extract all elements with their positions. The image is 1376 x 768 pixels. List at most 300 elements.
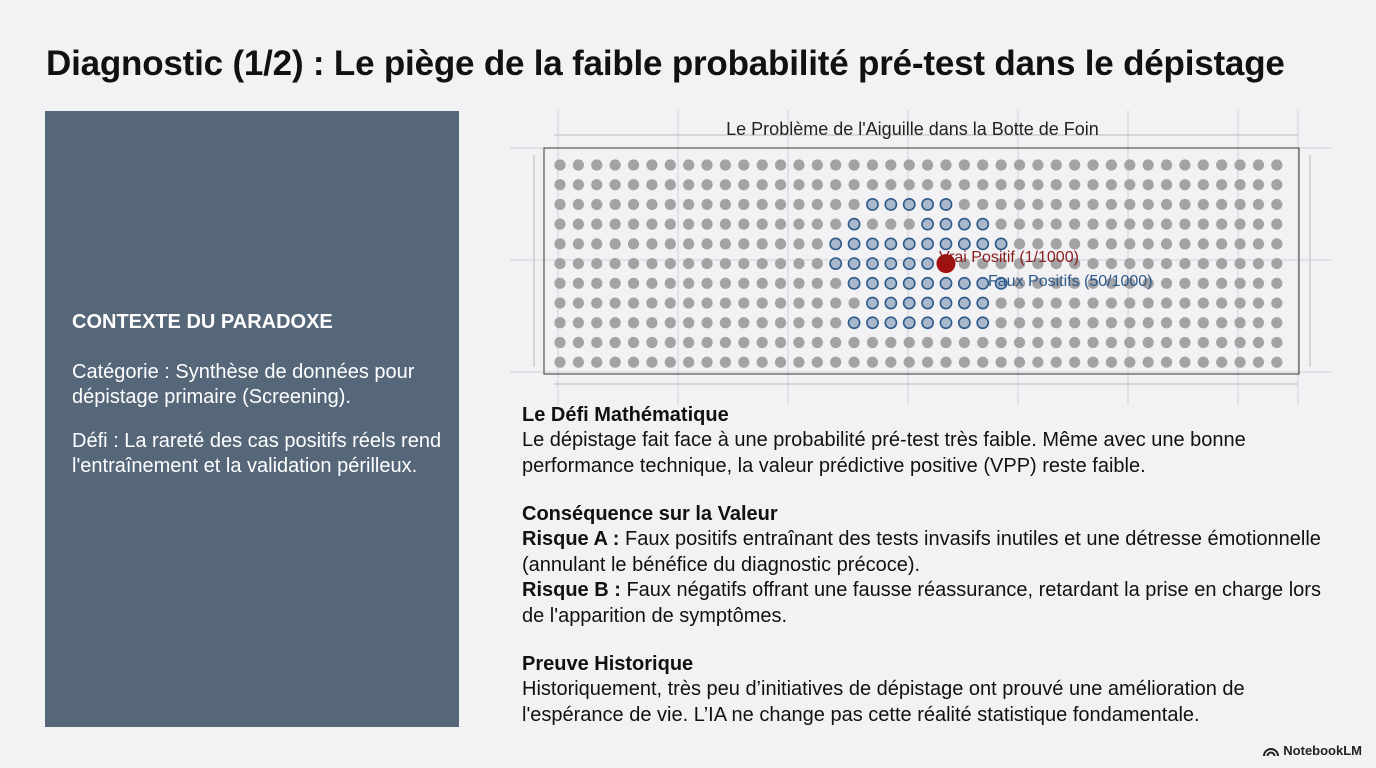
population-dot — [867, 219, 878, 230]
population-dot — [996, 159, 1007, 170]
population-dot — [1234, 159, 1245, 170]
page-title: Diagnostic (1/2) : Le piège de la faible probabilité pré-test dans le dépistage — [46, 44, 1285, 83]
population-dot — [701, 297, 712, 308]
population-dot — [1253, 238, 1264, 249]
population-dot — [628, 297, 639, 308]
population-dot — [1106, 258, 1117, 269]
population-dot — [665, 219, 676, 230]
population-dot — [885, 337, 896, 348]
population-dot — [573, 199, 584, 210]
population-dot — [848, 199, 859, 210]
population-dot — [1179, 199, 1190, 210]
risk-b — [522, 578, 1322, 629]
population-dot — [793, 238, 804, 249]
population-dot — [1161, 278, 1172, 289]
population-dot — [665, 159, 676, 170]
population-dot — [867, 159, 878, 170]
population-dot — [812, 159, 823, 170]
population-dot — [701, 258, 712, 269]
population-dot — [1051, 179, 1062, 190]
population-dot — [628, 278, 639, 289]
population-dot — [628, 179, 639, 190]
population-dot — [775, 258, 786, 269]
dot-grid-svg — [510, 110, 1335, 408]
false-positive-dot — [885, 317, 896, 328]
population-dot — [738, 219, 749, 230]
population-dot — [1106, 337, 1117, 348]
population-dot — [959, 357, 970, 368]
risk-a — [522, 527, 1322, 578]
false-positive-dot — [922, 317, 933, 328]
population-dot — [701, 357, 712, 368]
population-dot — [665, 337, 676, 348]
population-dot — [959, 179, 970, 190]
notebooklm-icon — [1263, 745, 1279, 757]
population-dot — [1124, 179, 1135, 190]
population-dot — [720, 357, 731, 368]
population-dot — [812, 219, 823, 230]
brand-name: NotebookLM — [1283, 743, 1362, 758]
population-dot — [665, 317, 676, 328]
population-dot — [867, 357, 878, 368]
population-dot — [646, 297, 657, 308]
false-positive-dot — [959, 219, 970, 230]
population-dot — [1216, 159, 1227, 170]
population-dot — [1234, 278, 1245, 289]
false-positive-dot — [848, 278, 859, 289]
risk-a-text: Faux positifs entraînant des tests invasifs inutiles et une détresse émotionnelle (annulant le bénéfice du diagnostic précoce). — [522, 528, 1321, 576]
population-dot — [554, 278, 565, 289]
population-dot — [701, 199, 712, 210]
population-dot — [738, 317, 749, 328]
population-dot — [775, 278, 786, 289]
population-dot — [940, 179, 951, 190]
false-positive-dot — [904, 199, 915, 210]
population-dot — [591, 179, 602, 190]
population-dot — [1216, 278, 1227, 289]
population-dot — [959, 159, 970, 170]
population-dot — [573, 297, 584, 308]
population-dot — [646, 219, 657, 230]
population-dot — [922, 337, 933, 348]
population-dot — [830, 357, 841, 368]
population-dot — [1161, 337, 1172, 348]
risk-a-label: Risque A : — [522, 528, 620, 550]
population-dot — [1106, 179, 1117, 190]
population-dot — [1087, 179, 1098, 190]
population-dot — [591, 159, 602, 170]
population-dot — [1198, 278, 1209, 289]
population-dot — [1161, 219, 1172, 230]
population-dot — [1198, 179, 1209, 190]
population-dot — [610, 337, 621, 348]
population-dot — [1216, 179, 1227, 190]
population-dot — [1234, 337, 1245, 348]
population-dot — [573, 258, 584, 269]
population-dot — [1179, 179, 1190, 190]
population-dot — [812, 278, 823, 289]
population-dot — [1051, 297, 1062, 308]
false-positive-dot — [940, 219, 951, 230]
population-dot — [1234, 258, 1245, 269]
diagram-title: Le Problème de l'Aiguille dans la Botte de Foin — [726, 119, 1099, 139]
population-dot — [720, 238, 731, 249]
population-dot — [554, 159, 565, 170]
population-dot — [665, 199, 676, 210]
population-dot — [1234, 297, 1245, 308]
population-dot — [683, 317, 694, 328]
population-dot — [1271, 297, 1282, 308]
population-dot — [1032, 179, 1043, 190]
population-dot — [628, 258, 639, 269]
population-dot — [665, 179, 676, 190]
population-dot — [757, 238, 768, 249]
population-dot — [554, 179, 565, 190]
population-dot — [1234, 317, 1245, 328]
population-dot — [628, 159, 639, 170]
population-dot — [1014, 357, 1025, 368]
population-dot — [701, 238, 712, 249]
population-dot — [757, 179, 768, 190]
population-dot — [683, 199, 694, 210]
false-positive-dot — [940, 238, 951, 249]
population-dot — [996, 337, 1007, 348]
population-dot — [554, 297, 565, 308]
population-dot — [701, 278, 712, 289]
population-dot — [885, 357, 896, 368]
false-positive-dot — [848, 258, 859, 269]
population-dot — [720, 317, 731, 328]
false-positive-dot — [940, 297, 951, 308]
false-positive-dot — [867, 278, 878, 289]
population-dot — [1051, 159, 1062, 170]
population-dot — [1069, 317, 1080, 328]
text-column — [522, 403, 1322, 751]
population-dot — [793, 278, 804, 289]
false-positive-dot — [830, 258, 841, 269]
population-dot — [720, 199, 731, 210]
false-positive-dot — [904, 258, 915, 269]
population-dot — [1234, 357, 1245, 368]
population-dot — [977, 199, 988, 210]
population-dot — [573, 317, 584, 328]
population-dot — [757, 278, 768, 289]
false-positive-dot — [977, 297, 988, 308]
population-dot — [757, 159, 768, 170]
population-dot — [701, 219, 712, 230]
population-dot — [1216, 357, 1227, 368]
population-dot — [867, 179, 878, 190]
population-dot — [665, 297, 676, 308]
population-dot — [885, 219, 896, 230]
section-historical-proof — [522, 652, 1322, 728]
population-dot — [1198, 219, 1209, 230]
population-dot — [848, 297, 859, 308]
section-body: Le dépistage fait face à une probabilité pré-test très faible. Même avec une bonne performance technique, la valeur prédictive positive (VPP) reste faible. — [522, 429, 1246, 477]
population-dot — [573, 278, 584, 289]
false-positive-dot — [848, 317, 859, 328]
population-dot — [793, 317, 804, 328]
population-dot — [1161, 258, 1172, 269]
population-dot — [1014, 238, 1025, 249]
population-dot — [1179, 159, 1190, 170]
population-dot — [646, 199, 657, 210]
population-dot — [996, 357, 1007, 368]
population-dot — [1271, 159, 1282, 170]
population-dot — [610, 219, 621, 230]
population-dot — [554, 219, 565, 230]
population-dot — [830, 278, 841, 289]
population-dot — [1124, 297, 1135, 308]
population-dot — [628, 238, 639, 249]
population-dot — [757, 258, 768, 269]
population-dot — [683, 159, 694, 170]
population-dot — [977, 357, 988, 368]
population-dot — [1271, 317, 1282, 328]
population-dot — [628, 199, 639, 210]
population-dot — [738, 357, 749, 368]
population-dot — [1087, 297, 1098, 308]
population-dot — [683, 357, 694, 368]
population-dot — [1124, 219, 1135, 230]
population-dot — [1106, 159, 1117, 170]
population-dot — [554, 238, 565, 249]
population-dot — [554, 258, 565, 269]
population-dot — [738, 238, 749, 249]
population-dot — [1069, 357, 1080, 368]
population-dot — [628, 337, 639, 348]
needle-haystack-diagram — [510, 110, 1335, 408]
population-dot — [573, 238, 584, 249]
population-dot — [1216, 337, 1227, 348]
population-dot — [1198, 238, 1209, 249]
population-dot — [922, 357, 933, 368]
population-dot — [1087, 258, 1098, 269]
population-dot — [610, 297, 621, 308]
population-dot — [922, 179, 933, 190]
population-dot — [1198, 337, 1209, 348]
population-dot — [683, 337, 694, 348]
population-dot — [665, 278, 676, 289]
false-positive-dot — [940, 199, 951, 210]
population-dot — [1069, 219, 1080, 230]
population-dot — [1216, 317, 1227, 328]
population-dot — [848, 357, 859, 368]
false-positive-dot — [959, 238, 970, 249]
population-dot — [1124, 258, 1135, 269]
false-positive-dot — [885, 258, 896, 269]
population-dot — [1161, 199, 1172, 210]
population-dot — [1069, 159, 1080, 170]
population-dot — [610, 238, 621, 249]
section-body: Historiquement, très peu d’initiatives de dépistage ont prouvé une amélioration de l'espérance de vie. L’IA ne change pas cette réalité statistique fondamentale. — [522, 678, 1245, 726]
population-dot — [812, 238, 823, 249]
population-dot — [775, 159, 786, 170]
population-dot — [610, 199, 621, 210]
population-dot — [1106, 238, 1117, 249]
population-dot — [830, 337, 841, 348]
false-positive-dot — [904, 238, 915, 249]
population-dot — [1271, 219, 1282, 230]
population-dot — [554, 317, 565, 328]
false-positive-dot — [885, 297, 896, 308]
population-dot — [757, 337, 768, 348]
population-dot — [1051, 337, 1062, 348]
population-dot — [1069, 337, 1080, 348]
population-dot — [1161, 317, 1172, 328]
population-dot — [1216, 258, 1227, 269]
population-dot — [1087, 238, 1098, 249]
false-positive-dot — [940, 278, 951, 289]
context-challenge: Défi : La rareté des cas positifs réels rend l'entraînement et la validation périlleux. — [72, 430, 442, 477]
population-dot — [775, 199, 786, 210]
population-dot — [628, 219, 639, 230]
population-dot — [554, 357, 565, 368]
population-dot — [830, 219, 841, 230]
population-dot — [1143, 199, 1154, 210]
population-dot — [1198, 199, 1209, 210]
population-dot — [1106, 357, 1117, 368]
false-positive-dot — [922, 219, 933, 230]
population-dot — [1124, 199, 1135, 210]
population-dot — [1032, 199, 1043, 210]
population-dot — [1051, 317, 1062, 328]
population-dot — [830, 159, 841, 170]
population-dot — [1143, 159, 1154, 170]
population-dot — [1051, 199, 1062, 210]
population-dot — [959, 337, 970, 348]
population-dot — [665, 238, 676, 249]
population-dot — [1234, 219, 1245, 230]
false-positive-dot — [867, 297, 878, 308]
population-dot — [1124, 337, 1135, 348]
false-positive-dot — [848, 219, 859, 230]
population-dot — [775, 317, 786, 328]
population-dot — [1161, 297, 1172, 308]
population-dot — [738, 278, 749, 289]
population-dot — [646, 159, 657, 170]
population-dot — [1234, 199, 1245, 210]
population-dot — [720, 297, 731, 308]
population-dot — [646, 317, 657, 328]
population-dot — [628, 317, 639, 328]
false-positive-dot — [885, 278, 896, 289]
false-positive-dot — [848, 238, 859, 249]
population-dot — [1179, 357, 1190, 368]
false-positive-dot — [904, 278, 915, 289]
population-dot — [977, 159, 988, 170]
population-dot — [1032, 337, 1043, 348]
population-dot — [610, 278, 621, 289]
population-dot — [1014, 337, 1025, 348]
population-dot — [610, 357, 621, 368]
brand-logo — [1263, 743, 1362, 758]
population-dot — [1253, 297, 1264, 308]
context-category: Catégorie : Synthèse de données pour dépistage primaire (Screening). — [72, 361, 415, 408]
population-dot — [812, 297, 823, 308]
false-positive-dot — [940, 317, 951, 328]
population-dot — [1198, 258, 1209, 269]
population-dot — [959, 199, 970, 210]
population-dot — [996, 297, 1007, 308]
population-dot — [1069, 297, 1080, 308]
population-dot — [812, 199, 823, 210]
population-dot — [812, 258, 823, 269]
population-dot — [812, 317, 823, 328]
population-dot — [775, 357, 786, 368]
population-dot — [573, 159, 584, 170]
population-dot — [1032, 159, 1043, 170]
population-dot — [812, 357, 823, 368]
population-dot — [1271, 199, 1282, 210]
population-dot — [793, 159, 804, 170]
false-positive-dot — [977, 238, 988, 249]
population-dot — [1253, 258, 1264, 269]
population-dot — [1014, 159, 1025, 170]
population-dot — [793, 219, 804, 230]
population-dot — [720, 159, 731, 170]
population-dot — [1198, 357, 1209, 368]
population-dot — [1087, 159, 1098, 170]
false-positive-dot — [922, 258, 933, 269]
population-dot — [1051, 219, 1062, 230]
population-dot — [1143, 337, 1154, 348]
population-dot — [1198, 297, 1209, 308]
population-dot — [701, 159, 712, 170]
population-dot — [848, 179, 859, 190]
population-dot — [1032, 219, 1043, 230]
population-dot — [1198, 317, 1209, 328]
population-dot — [738, 199, 749, 210]
population-dot — [738, 258, 749, 269]
false-positive-dot — [867, 317, 878, 328]
population-dot — [720, 219, 731, 230]
population-dot — [793, 199, 804, 210]
population-dot — [646, 179, 657, 190]
false-positive-dot — [922, 297, 933, 308]
population-dot — [591, 199, 602, 210]
false-positive-dot — [867, 238, 878, 249]
population-dot — [1032, 238, 1043, 249]
population-dot — [757, 219, 768, 230]
population-dot — [1179, 297, 1190, 308]
population-dot — [1124, 159, 1135, 170]
population-dot — [573, 179, 584, 190]
false-positive-dot — [830, 238, 841, 249]
population-dot — [1253, 179, 1264, 190]
section-title: Conséquence sur la Valeur — [522, 503, 778, 525]
population-dot — [1161, 179, 1172, 190]
population-dot — [1253, 317, 1264, 328]
population-dot — [1179, 238, 1190, 249]
population-dot — [646, 357, 657, 368]
population-dot — [775, 219, 786, 230]
false-positive-dot — [904, 297, 915, 308]
population-dot — [757, 317, 768, 328]
population-dot — [683, 297, 694, 308]
population-dot — [977, 337, 988, 348]
false-positive-dot — [959, 297, 970, 308]
population-dot — [1253, 199, 1264, 210]
population-dot — [1014, 199, 1025, 210]
false-positive-dot — [977, 219, 988, 230]
population-dot — [922, 159, 933, 170]
population-dot — [1051, 238, 1062, 249]
population-dot — [885, 179, 896, 190]
false-positive-dot — [922, 199, 933, 210]
population-dot — [904, 357, 915, 368]
section-title: Le Défi Mathématique — [522, 404, 729, 426]
